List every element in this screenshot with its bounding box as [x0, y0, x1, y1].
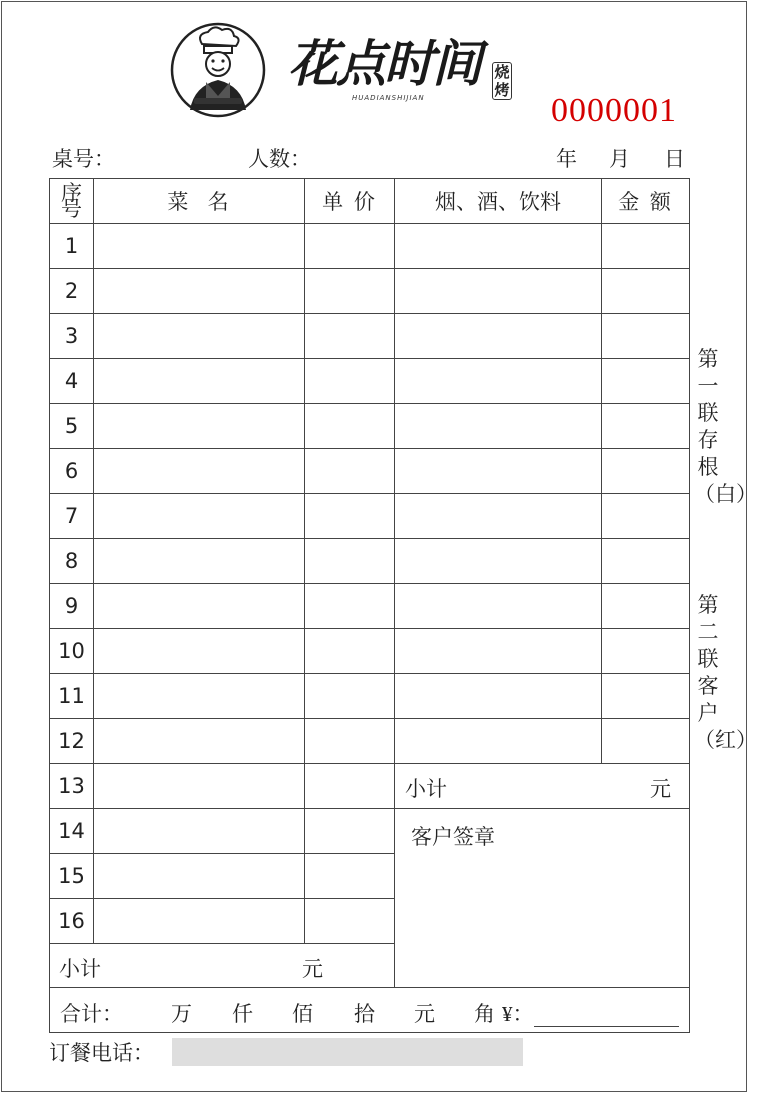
brand-name: 花点时间: [288, 34, 480, 93]
amount-cell[interactable]: [602, 629, 690, 674]
drinks-cell[interactable]: [395, 674, 602, 719]
dish-cell[interactable]: [94, 584, 305, 629]
customer-signature-label: 客户签章: [411, 825, 495, 849]
total-yen: ¥：: [502, 1002, 534, 1026]
grand-total-cell[interactable]: [50, 988, 690, 1033]
dish-cell[interactable]: [94, 854, 305, 899]
row-number: 5: [50, 404, 94, 449]
dish-cell[interactable]: [94, 359, 305, 404]
drinks-cell[interactable]: [395, 449, 602, 494]
drinks-cell[interactable]: [395, 224, 602, 269]
dish-cell[interactable]: [94, 449, 305, 494]
price-cell[interactable]: [305, 854, 395, 899]
table-row: [50, 404, 690, 449]
customer-signature-box[interactable]: [395, 809, 690, 988]
dish-cell[interactable]: [94, 629, 305, 674]
drinks-cell[interactable]: [395, 404, 602, 449]
logo: [170, 22, 550, 122]
dish-cell[interactable]: [94, 224, 305, 269]
drinks-cell[interactable]: [395, 494, 602, 539]
table-row: [50, 359, 690, 404]
dish-cell[interactable]: [94, 494, 305, 539]
price-cell[interactable]: [305, 719, 395, 764]
price-cell[interactable]: [305, 899, 395, 944]
table-row: [50, 539, 690, 584]
amount-cell[interactable]: [602, 449, 690, 494]
amount-cell[interactable]: [602, 314, 690, 359]
dish-cell[interactable]: [94, 314, 305, 359]
dish-cell[interactable]: [94, 719, 305, 764]
price-cell[interactable]: [305, 314, 395, 359]
table-row: [50, 584, 690, 629]
header-seq: 序号: [50, 179, 94, 224]
serial-number: 0000001: [551, 92, 677, 129]
dish-cell[interactable]: [94, 539, 305, 584]
drinks-cell[interactable]: [395, 269, 602, 314]
table-row: [50, 629, 690, 674]
table-row: [50, 224, 690, 269]
amount-cell[interactable]: [602, 719, 690, 764]
table-row: [50, 674, 690, 719]
drinks-cell[interactable]: [395, 719, 602, 764]
price-cell[interactable]: [305, 224, 395, 269]
row-number: 16: [50, 899, 94, 944]
brand-latin: HUADIANSHIJIAN: [352, 94, 425, 102]
chef-logo-icon: [170, 22, 266, 118]
row-number: 7: [50, 494, 94, 539]
row-number: 4: [50, 359, 94, 404]
row-number: 14: [50, 809, 94, 854]
amount-cell[interactable]: [602, 404, 690, 449]
dish-cell[interactable]: [94, 899, 305, 944]
copy2-label: 第二联客户（红）: [694, 593, 757, 752]
day-label: 日: [664, 147, 685, 171]
row-number: 15: [50, 854, 94, 899]
table-row: [50, 269, 690, 314]
price-cell[interactable]: [305, 494, 395, 539]
dish-cell[interactable]: [94, 809, 305, 854]
drinks-cell[interactable]: [395, 314, 602, 359]
year-label: 年: [556, 147, 577, 171]
dish-cell[interactable]: [94, 404, 305, 449]
dish-cell[interactable]: [94, 764, 305, 809]
row-number: 10: [50, 629, 94, 674]
drinks-subtotal-cell[interactable]: [395, 764, 690, 809]
row-number: 11: [50, 674, 94, 719]
price-cell[interactable]: [305, 449, 395, 494]
dish-cell[interactable]: [94, 674, 305, 719]
phone-label: 订餐电话：: [49, 1041, 154, 1065]
drinks-cell[interactable]: [395, 629, 602, 674]
table-row: [50, 494, 690, 539]
price-cell[interactable]: [305, 674, 395, 719]
amount-cell[interactable]: [602, 269, 690, 314]
total-qian: 仟: [232, 1002, 253, 1026]
header-dish: 菜 名: [94, 179, 305, 224]
month-label: 月: [609, 147, 630, 171]
header-amount: 金 额: [602, 179, 690, 224]
brand-tag: 烧烤: [492, 62, 512, 100]
price-cell[interactable]: [305, 764, 395, 809]
table-number-label: 桌号：: [52, 147, 115, 171]
table-row: [50, 764, 690, 809]
drinks-cell[interactable]: [395, 584, 602, 629]
amount-cell[interactable]: [602, 359, 690, 404]
drinks-cell[interactable]: [395, 359, 602, 404]
row-number: 12: [50, 719, 94, 764]
row-number: 8: [50, 539, 94, 584]
price-cell[interactable]: [305, 809, 395, 854]
row-number: 6: [50, 449, 94, 494]
total-jiao: 角: [474, 1002, 495, 1026]
row-number: 9: [50, 584, 94, 629]
dish-subtotal-label: 小计: [59, 957, 101, 981]
dish-subtotal-unit: 元: [302, 957, 323, 981]
row-number: 13: [50, 764, 94, 809]
header-price: 单 价: [305, 179, 395, 224]
drinks-subtotal-label: 小计: [405, 777, 447, 801]
table-row: [50, 719, 690, 764]
phone-field[interactable]: [172, 1038, 523, 1066]
drinks-subtotal-unit: 元: [650, 777, 671, 801]
total-yuan: 元: [414, 1002, 435, 1026]
row-number: 1: [50, 224, 94, 269]
price-cell[interactable]: [305, 404, 395, 449]
row-number: 2: [50, 269, 94, 314]
total-shi: 拾: [354, 1002, 375, 1026]
table-row: [50, 809, 690, 854]
amount-cell[interactable]: [602, 674, 690, 719]
total-amount-line[interactable]: [534, 1026, 679, 1027]
total-label: 合计：: [60, 1002, 123, 1026]
order-table: [49, 178, 690, 1033]
amount-cell[interactable]: [602, 584, 690, 629]
copy1-label: 第一联存根（白）: [694, 347, 757, 506]
total-bai: 佰: [292, 1002, 313, 1026]
row-number: 3: [50, 314, 94, 359]
header-row: [50, 179, 690, 224]
table-row: [50, 449, 690, 494]
amount-cell[interactable]: [602, 494, 690, 539]
price-cell[interactable]: [305, 359, 395, 404]
amount-cell[interactable]: [602, 224, 690, 269]
price-cell[interactable]: [305, 584, 395, 629]
price-cell[interactable]: [305, 629, 395, 674]
amount-cell[interactable]: [602, 539, 690, 584]
drinks-cell[interactable]: [395, 539, 602, 584]
price-cell[interactable]: [305, 539, 395, 584]
total-wan: 万: [171, 1002, 192, 1026]
price-cell[interactable]: [305, 269, 395, 314]
dish-cell[interactable]: [94, 269, 305, 314]
people-count-label: 人数：: [248, 147, 311, 171]
dish-subtotal-cell[interactable]: [50, 944, 395, 988]
table-row: [50, 314, 690, 359]
header-drinks: 烟、酒、饮料: [395, 179, 602, 224]
grand-total-row: [50, 988, 690, 1033]
